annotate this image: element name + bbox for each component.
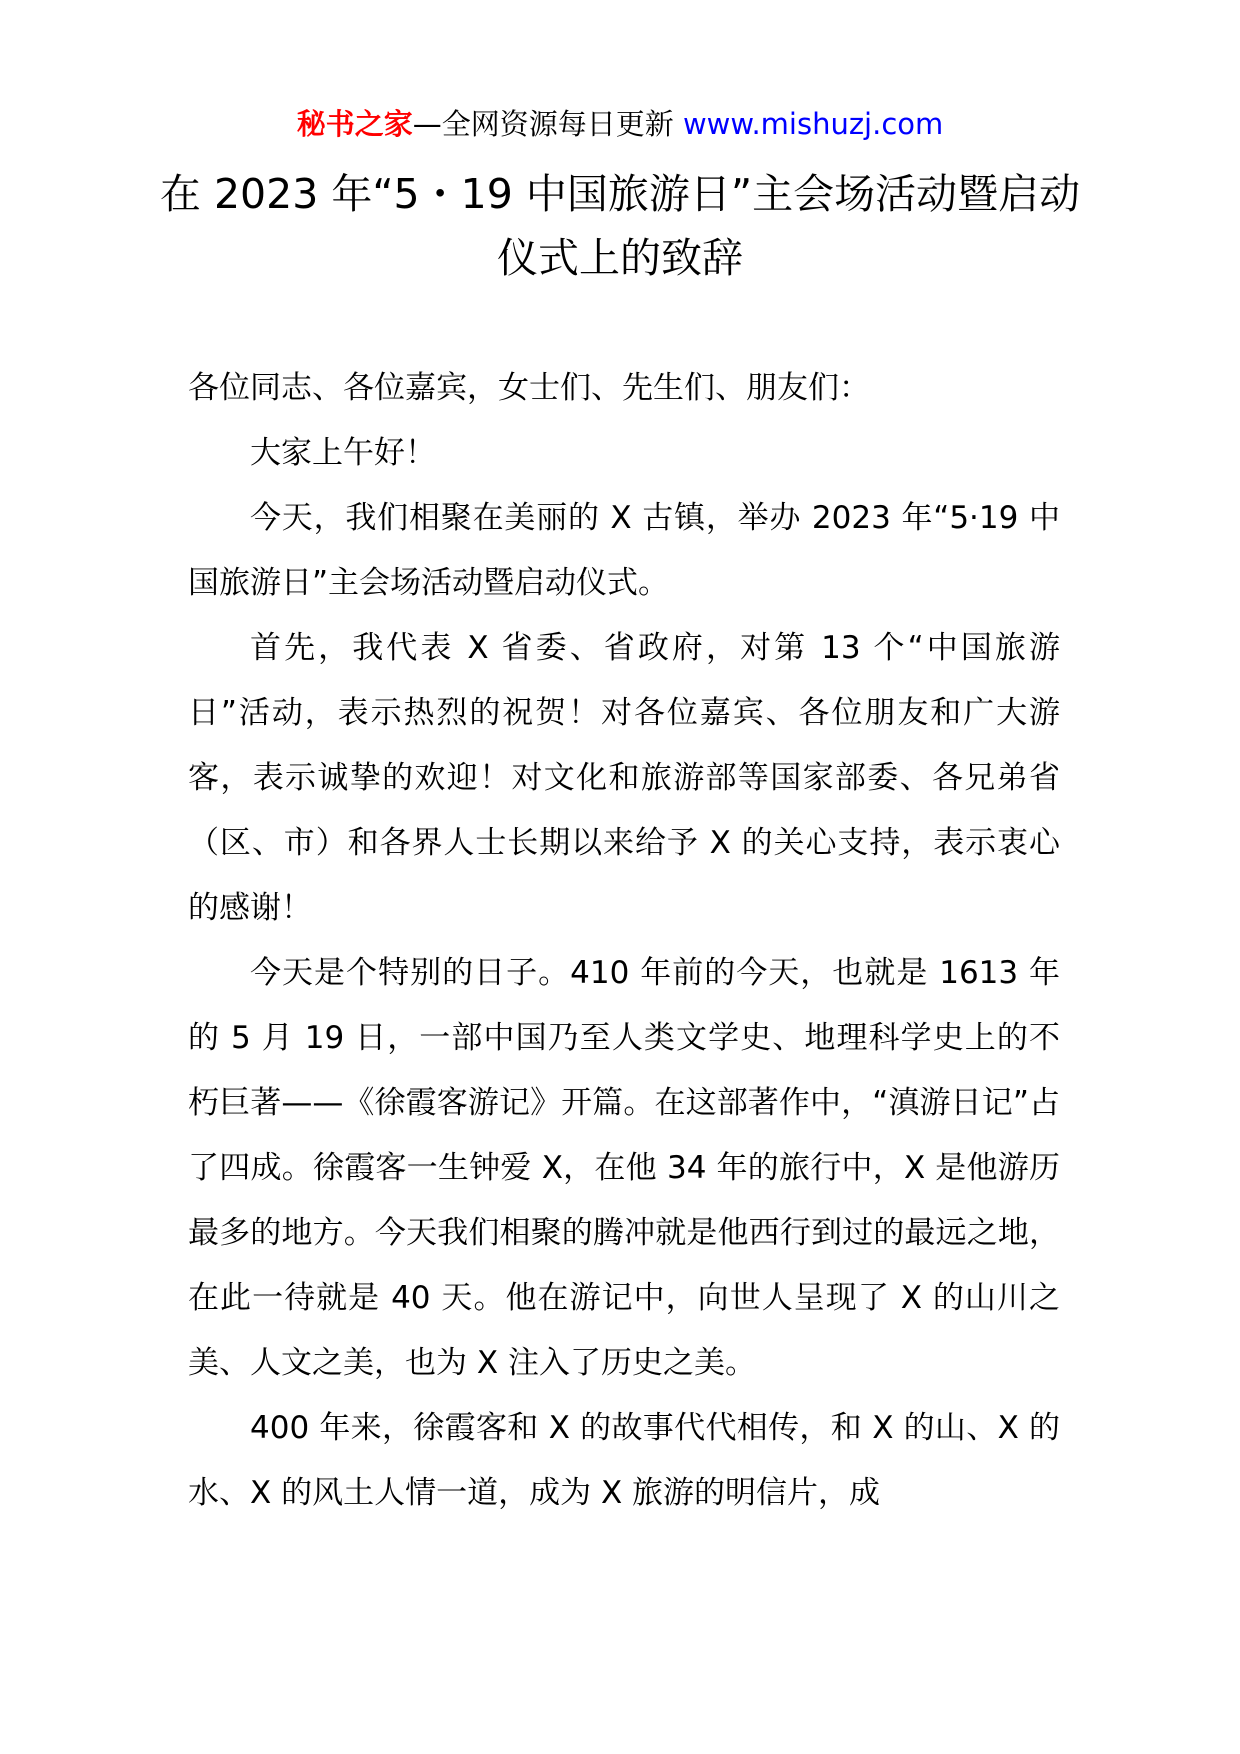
- document-body: [188, 356, 1060, 1526]
- site-url-link[interactable]: www.mishuzj.com: [682, 107, 944, 141]
- paragraph: 今天，我们相聚在美丽的 X 古镇，举办 2023 年“5·19 中国旅游日”主会场活动暨启动仪式。: [188, 500, 1060, 601]
- paragraph-salutation: 各位同志、各位嘉宾，女士们、先生们、朋友们：: [188, 370, 870, 406]
- document-title: 在 2023 年“5・19 中国旅游日”主会场活动暨启动仪式上的致辞: [159, 170, 1081, 282]
- paragraph: 今天是个特别的日子。410 年前的今天，也就是 1613 年的 5 月 19 日，一部中国乃至人类文学史、地理科学史上的不朽巨著——《徐霞客游记》开篇。在这部著作中，“滇游日记”占了四成。徐霞客一生钟爱 X，在他 34 年的旅行中，X 是他游历最多的地方。今天我们相聚的腾冲就是他西行到过的最远之地，在此一待就是 40 天。他在游记中，向世人呈现了 X 的山川之美、人文之美，也为 X 注入了历史之美。: [188, 955, 1060, 1381]
- paragraph: 首先，我代表 X 省委、省政府，对第 13 个“中国旅游日”活动，表示热烈的祝贺！对各位嘉宾、各位朋友和广大游客，表示诚挚的欢迎！对文化和旅游部等国家部委、各兄弟省（区、市）和各界人士长期以来给予 X 的关心支持，表示衷心的感谢！: [188, 630, 1060, 926]
- site-brand: 秘书之家: [296, 107, 413, 141]
- paragraph-greeting: 大家上午好！: [250, 435, 436, 471]
- site-header: [0, 104, 1240, 144]
- site-tagline: —全网资源每日更新: [412, 107, 683, 141]
- paragraph: 400 年来，徐霞客和 X 的故事代代相传，和 X 的山、X 的水、X 的风土人情一道，成为 X 旅游的明信片，成: [188, 1410, 1060, 1511]
